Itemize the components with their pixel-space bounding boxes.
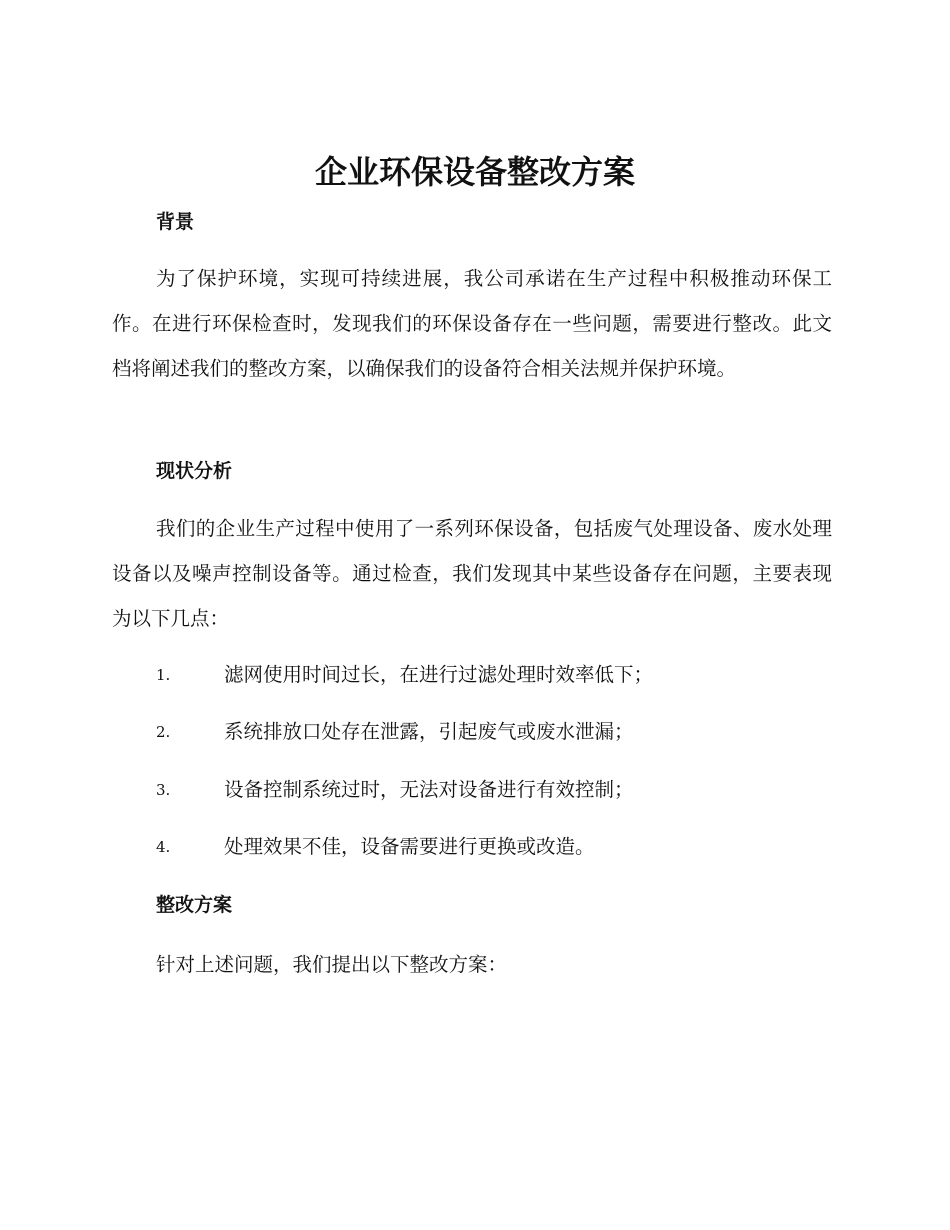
list-item-text: 设备控制系统过时，无法对设备进行有效控制； xyxy=(224,778,634,801)
status-analysis-paragraph: 我们的企业生产过程中使用了一系列环保设备，包括废气处理设备、废水处理设备以及噪声控制设备等。通过检查，我们发现其中某些设备存在问题，主要表现为以下几点： xyxy=(112,517,832,630)
list-item-number: 4. xyxy=(156,838,171,856)
list-item-number: 3. xyxy=(156,781,171,799)
list-item-text: 处理效果不佳，设备需要进行更换或改造。 xyxy=(224,835,595,858)
section-heading-status-analysis: 现状分析 xyxy=(156,460,233,482)
document-title: 企业环保设备整改方案 xyxy=(314,153,635,191)
background-paragraph: 为了保护环境，实现可持续进展，我公司承诺在生产过程中积极推动环保工作。在进行环保检查时，发现我们的环保设备存在一些问题，需要进行整改。此文档将阐述我们的整改方案，以确保我们的设备符合相关法规并保护环境。 xyxy=(112,267,832,380)
section-heading-background: 背景 xyxy=(156,211,195,233)
section-heading-rectification-plan: 整改方案 xyxy=(156,894,233,916)
list-item-number: 2. xyxy=(156,723,171,741)
list-item-text: 滤网使用时间过长，在进行过滤处理时效率低下； xyxy=(224,663,654,686)
list-item-text: 系统排放口处存在泄露，引起废气或废水泄漏； xyxy=(224,720,634,743)
list-item-number: 1. xyxy=(156,666,171,684)
rectification-intro: 针对上述问题，我们提出以下整改方案： xyxy=(156,953,508,976)
